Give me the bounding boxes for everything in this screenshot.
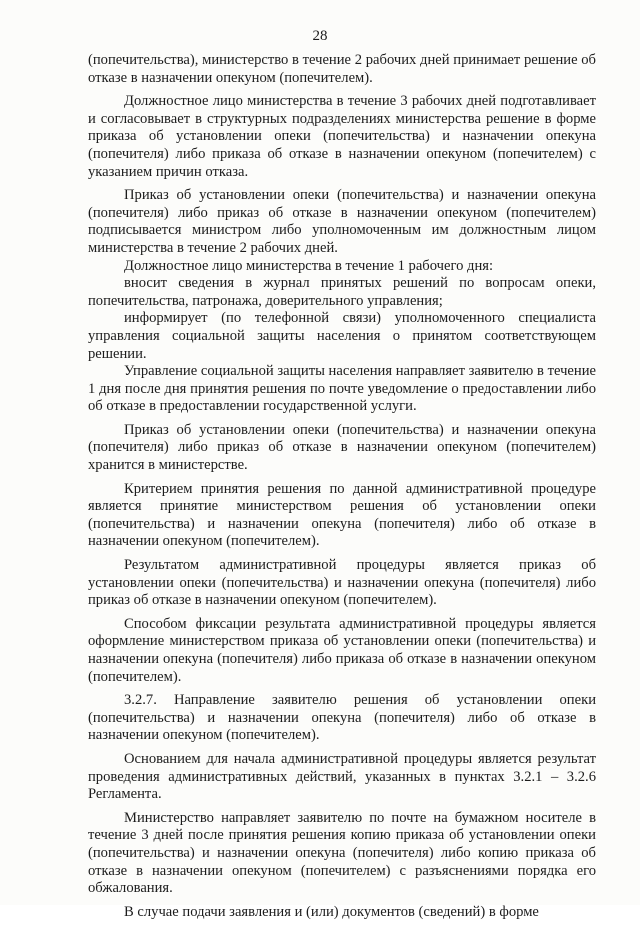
paragraph: (попечительства), министерство в течение 2 рабочих дней принимает решение об отказе в назначении опекуном (попечителем). bbox=[88, 52, 596, 86]
paragraph: В случае подачи заявления и (или) документов (сведений) в форме bbox=[124, 903, 539, 920]
paragraph: вносит сведения в журнал принятых решений по вопросам опеки, попечительства, патронажа, доверительного управления; bbox=[88, 275, 596, 309]
paragraph: Должностное лицо министерства в течение 3 рабочих дней подготавливает и согласовывает в структурных подразделениях министерства решение в форме приказа об установлении опеки (попечительства) и назначении опекуна (попечителя) либо приказа об отказе в назначении опекуном (попечителем) с указанием причин отказа. bbox=[88, 93, 596, 180]
page-number: 28 bbox=[312, 28, 328, 44]
paragraph: Способом фиксации результата административной процедуры является оформление министерством приказа об установлении опеки (попечительства) и назначении опекуна (попечителя) либо приказа об отказе в назначении опекуном (попечителем). bbox=[88, 615, 596, 685]
paragraph: Управление социальной защиты населения направляет заявителю в течение 1 дня после дня принятия решения по почте уведомление о предоставлении либо об отказе в предоставлении государственной услуги. bbox=[88, 363, 596, 415]
paragraph: информирует (по телефонной связи) уполномоченного специалиста управления социальной защиты населения о принятом соответствующем решении. bbox=[88, 310, 596, 362]
paragraph: Приказ об установлении опеки (попечительства) и назначении опекуна (попечителя) либо приказ об отказе в назначении опекуном (попечителем) хранится в министерстве. bbox=[88, 421, 596, 474]
document-body bbox=[88, 52, 596, 927]
paragraph: Основанием для начала административной процедуры является результат проведения административных действий, указанных в пунктах 3.2.1 – 3.2.6 Регламента. bbox=[88, 750, 596, 803]
paragraph: Должностное лицо министерства в течение 1 рабочего дня: bbox=[124, 257, 494, 274]
paragraph: 3.2.7. Направление заявителю решения об установлении опеки (попечительства) и назначении опекуна (попечителя) либо об отказе в назначении опекуном (попечителем). bbox=[88, 692, 596, 744]
paragraph: Приказ об установлении опеки (попечительства) и назначении опекуна (попечителя) либо приказ об отказе в назначении опекуном (попечителем) подписывается министром либо уполномоченным им должностным лицом министерства в течение 2 рабочих дней. bbox=[88, 187, 596, 256]
paragraph: Результатом административной процедуры является приказ об установлении опеки (попечительства) и назначении опекуна (попечителя) либо приказ об отказе в назначении опекуном (попечителем). bbox=[88, 557, 596, 609]
paragraph: Критерием принятия решения по данной административной процедуре является принятие министерством решения об установлении опеки (попечительства) и назначении опекуна (попечителя) либо об отказе в назначении опекуном (попечителем). bbox=[88, 480, 596, 550]
paragraph: Министерство направляет заявителю по почте на бумажном носителе в течение 3 дней после принятия решения копию приказа об установлении опеки (попечительства) и назначении опекуна (попечителя) либо копию приказа об отказе в назначении опекуном (попечителем) с разъяснениями порядка его обжалования. bbox=[88, 809, 596, 897]
